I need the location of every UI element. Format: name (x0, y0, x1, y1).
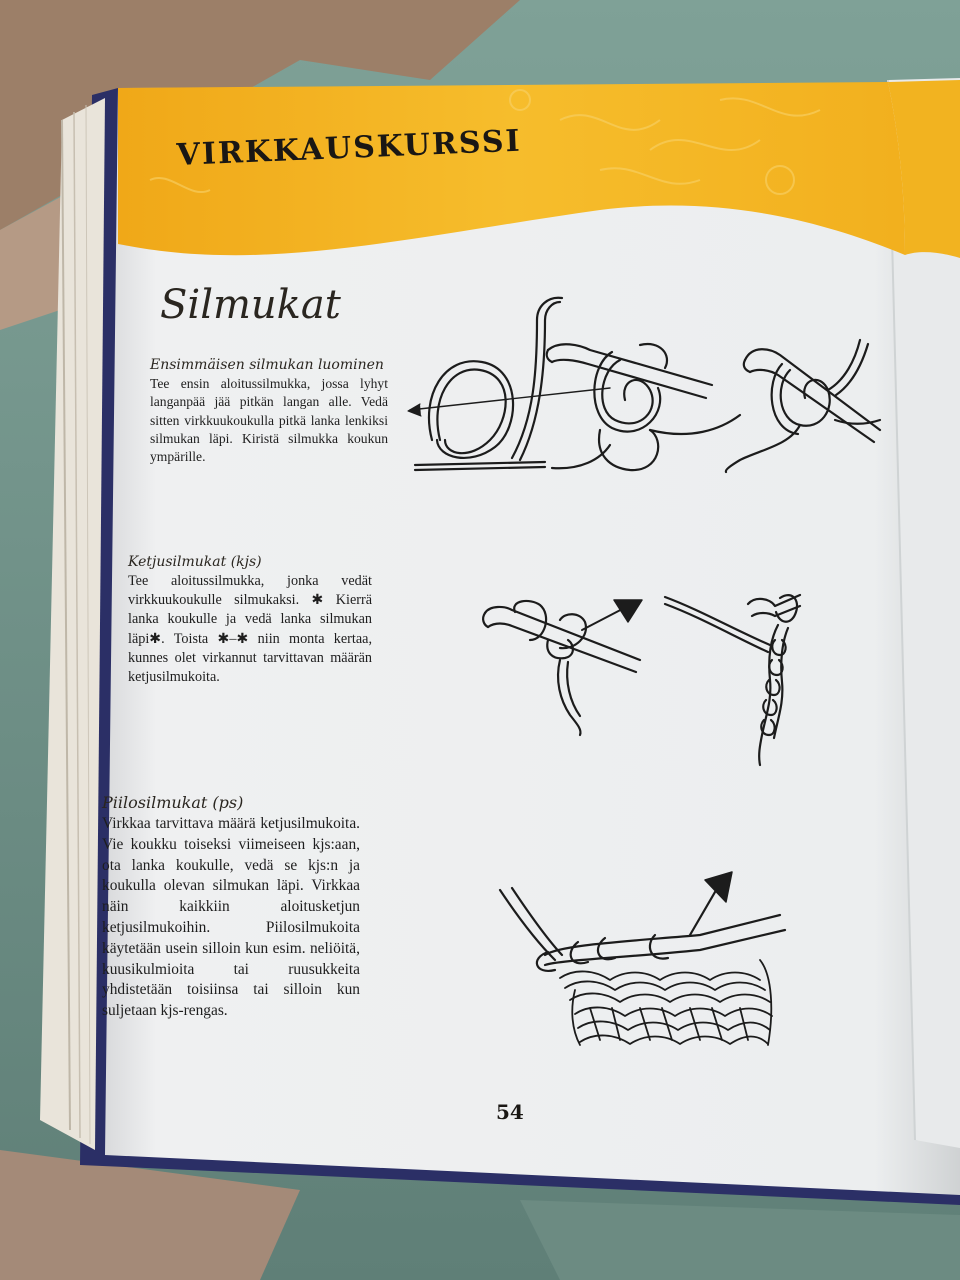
section-heading: Silmukat (160, 282, 341, 328)
block-text: Tee aloitussilmukka, jonka vedät virkkuukoukulle silmukaksi. ✱ Kierrä lanka koukulle ja vedä lanka silmukan läpi✱. Toista ✱–✱ niin monta kertaa, kunnes olet virkannut tarvittavan määrän ketjusilmukoita. (128, 573, 372, 685)
instruction-block-chain-stitch (128, 554, 372, 687)
instruction-block-first-loop (150, 357, 388, 467)
block-heading: Ketjusilmukat (kjs) (128, 554, 262, 570)
page-number: 54 (496, 1100, 524, 1124)
block-text: Tee ensin aloitussilmukka, jossa lyhyt langanpää jää pitkän langan alle. Vedä sitten virkkuukoukulla pitkä lanka lenkiksi silmukan läpi. Kiristä silmukka koukun ympärille. (150, 376, 388, 465)
block-text: Virkkaa tarvittava määrä ketjusilmukoita. Vie koukku toiseksi viimeiseen kjs:aan, ota lanka koukulle, vedä se kjs:n ja koukulla olevan silmukan läpi. Virkkaa näin kaikkiin aloitusketjun ketjusilmukoihin. Piilosilmukoita käytetään usein silloin kun esim. neliöitä, kuusikulmioita tai ruusukkeita yhdistetään toisiinsa tai silloin kun suljetaan kjs-rengas. (102, 815, 360, 1020)
block-heading: Ensimmäisen silmukan luominen (150, 357, 384, 373)
instruction-block-slip-stitch (102, 793, 360, 1022)
page-title: VIRKKAUSKURSSI (176, 123, 523, 173)
block-heading: Piilosilmukat (ps) (102, 793, 244, 812)
